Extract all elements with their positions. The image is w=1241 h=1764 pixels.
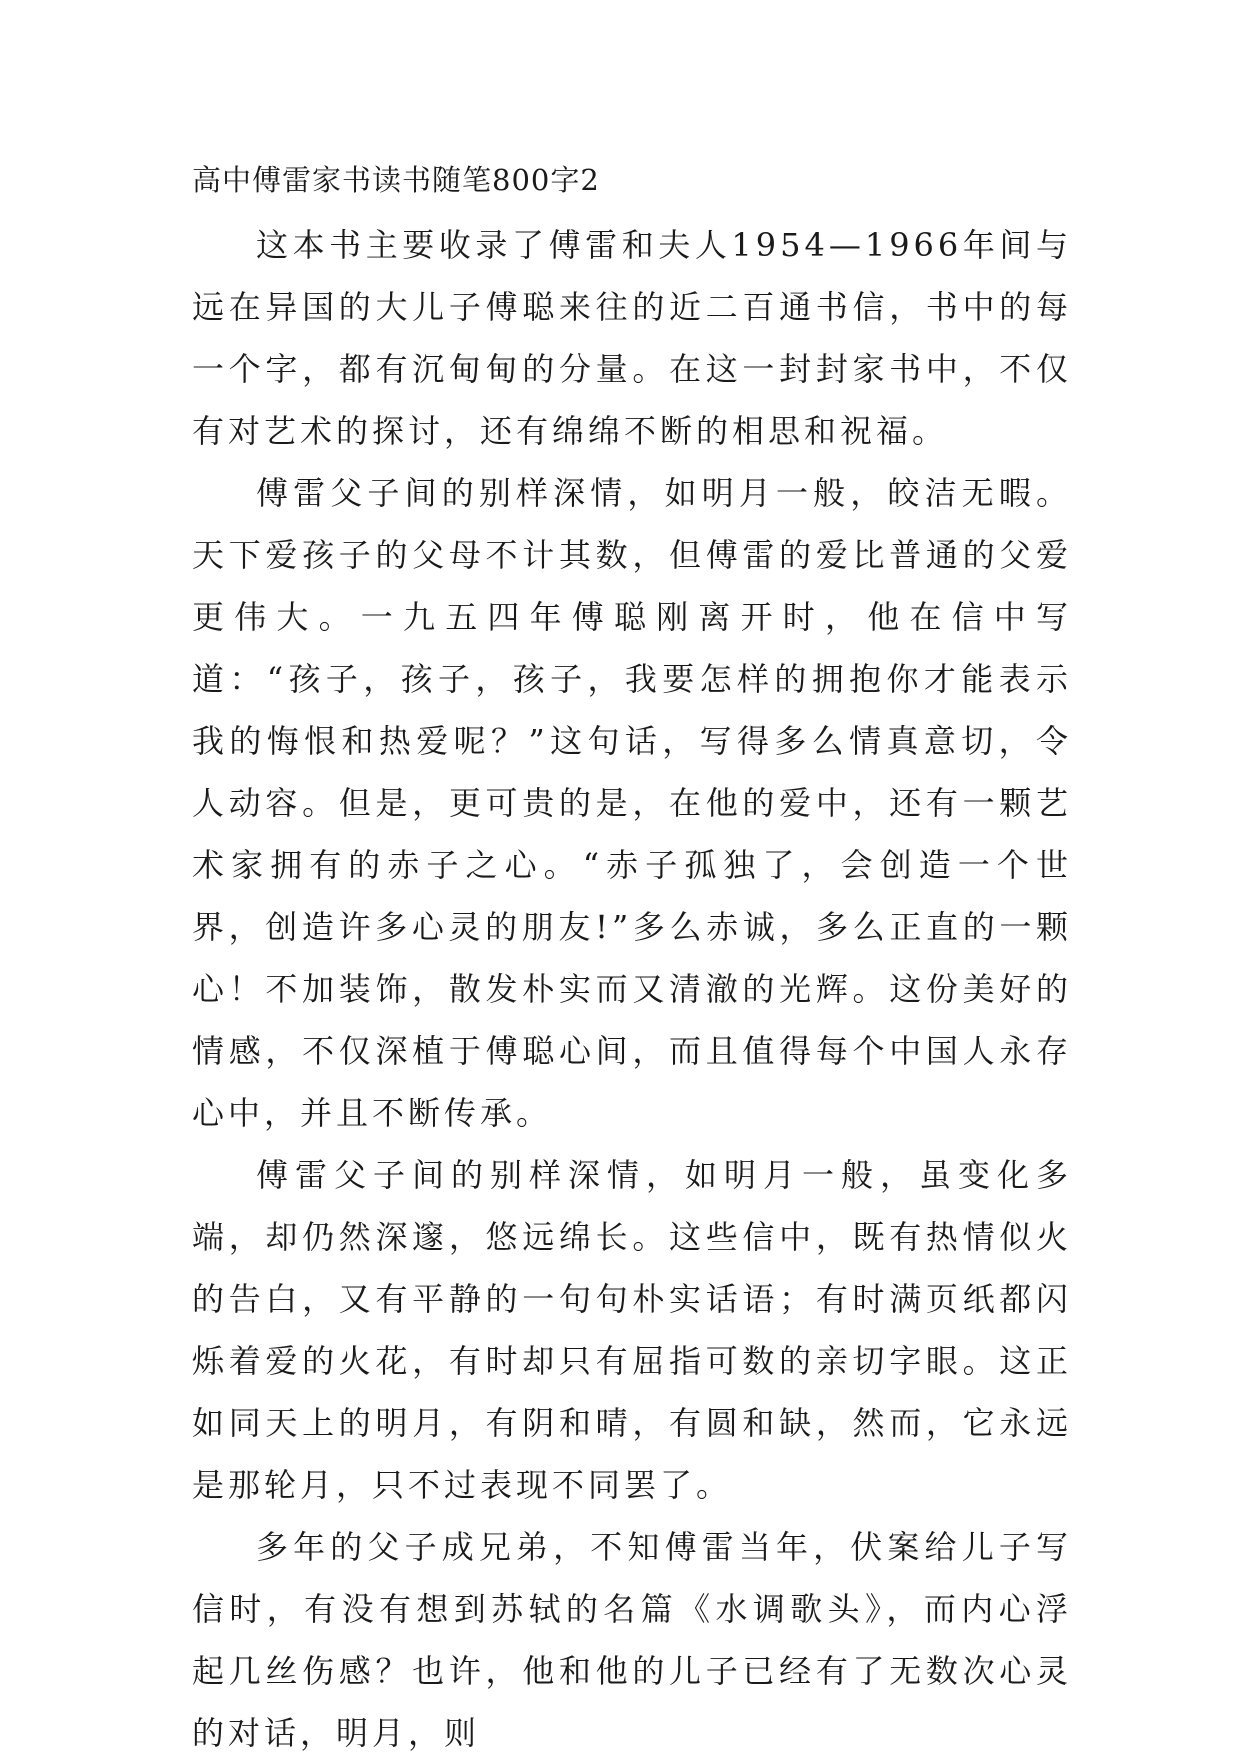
paragraph: 这本书主要收录了傅雷和夫人1954—1966年间与远在异国的大儿子傅聪来往的近二百通书信，书中的每一个字，都有沉甸甸的分量。在这一封封家书中，不仅有对艺术的探讨，还有绵绵不断的相思和祝福。 bbox=[192, 226, 1072, 450]
paragraph: 多年的父子成兄弟，不知傅雷当年，伏案给儿子写信时，有没有想到苏轼的名篇《水调歌头》，而内心浮起几丝伤感？也许，他和他的儿子已经有了无数次心灵的对话，明月，则 bbox=[192, 1528, 1072, 1752]
document-body bbox=[192, 214, 1072, 1764]
paragraph: 傅雷父子间的别样深情，如明月一般，皎洁无暇。天下爱孩子的父母不计其数，但傅雷的爱比普通的父爱更伟大。一九五四年傅聪刚离开时，他在信中写道：“孩子，孩子，孩子，我要怎样的拥抱你才能表示我的悔恨和热爱呢？”这句话，写得多么情真意切，令人动容。但是，更可贵的是，在他的爱中，还有一颗艺术家拥有的赤子之心。“赤子孤独了，会创造一个世界，创造许多心灵的朋友!”多么赤诚，多么正直的一颗心！不加装饰，散发朴实而又清澈的光辉。这份美好的情感，不仅深植于傅聪心间，而且值得每个中国人永存心中，并且不断传承。 bbox=[192, 474, 1072, 1132]
document-title: 高中傅雷家书读书随笔800字2 bbox=[192, 163, 600, 197]
paragraph: 傅雷父子间的别样深情，如明月一般，虽变化多端，却仍然深邃，悠远绵长。这些信中，既有热情似火的告白，又有平静的一句句朴实话语；有时满页纸都闪烁着爱的火花，有时却只有屈指可数的亲切字眼。这正如同天上的明月，有阴和晴，有圆和缺，然而，它永远是那轮月，只不过表现不同罢了。 bbox=[192, 1156, 1072, 1504]
